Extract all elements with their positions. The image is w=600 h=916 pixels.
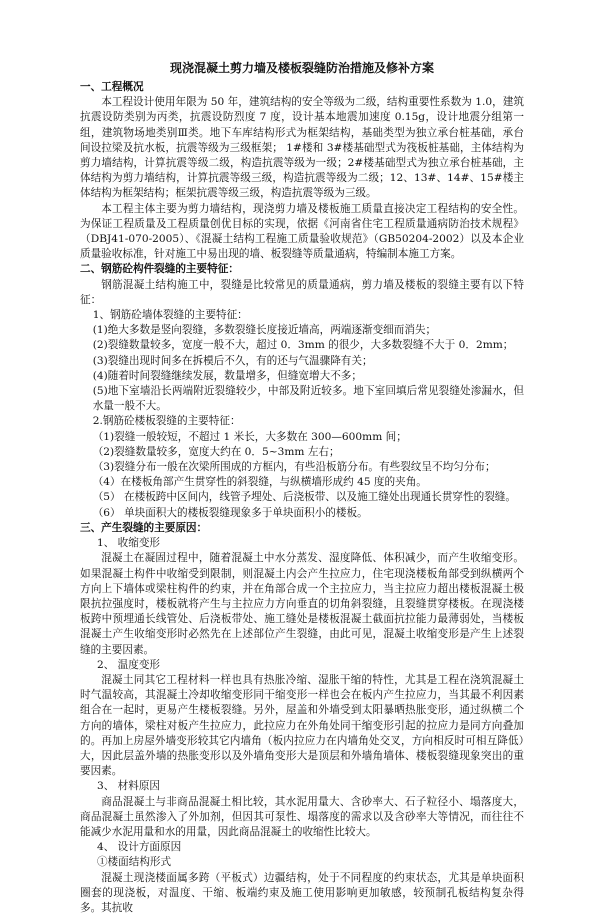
subsection-label: 2、 温度变形 — [96, 658, 161, 671]
list-item: （3)裂缝分布一般在次梁所围成的方框内，有些沿板筋分布。有些裂纹呈不均匀分布； — [92, 461, 496, 474]
section-heading: 三、产生裂缝的主要原因： — [80, 521, 208, 534]
subsection-label: 4、 设计方面原因 — [96, 841, 182, 854]
paragraph: 本工程主体主要为剪力墙结构，现浇剪力墙及楼板施工质量直接决定工程结构的安全性。为保证工程质量及工程质量创优目标的实现，依据《河南省住宅工程质量通病防治技术规程》（DBJ41-070-2005）、《混凝土结构工程施工质量验收规范》（GB50204-2002）以及本企业质量验收标准，针对施工中易出现的墙、板裂缝等质量通病，特编制本施工方案。 — [80, 202, 524, 261]
document-title: 现浇混凝土剪力墙及楼板裂缝防治措施及修补方案 — [169, 61, 434, 75]
list-item: (3)裂缝出现时间多在拆模后不久，有的还与气温骤降有关； — [92, 354, 373, 367]
paragraph: 钢筋混凝土结构施工中，裂缝是比较常见的质量通病，剪力墙及楼板的裂缝主要有以下特征： — [80, 278, 524, 306]
subsection-label: 1、 收缩变形 — [96, 537, 161, 550]
paragraph: 本工程设计使用年限为 50 年，建筑结构的安全等级为二级，结构重要性系数为 1.0，建筑抗震设防类别为丙类，抗震设防烈度 7 度，设计基本地震加速度 0.15g，设计地震分组第一组，建筑物场地类别Ⅲ类。地下车库结构形式为框架结构，基础类型为独立承台桩基础，承台间设拉梁及抗水板，抗震等级为三级框架； 1#楼和 3#楼基础型式为筏板桩基础，主体结构为剪力墙结构，计算抗震等级二级，构造抗震等级为一级；2#楼基础型式为独立承台桩基础，主体结构为剪力墙结构，计算抗震等级三级，构造抗震等级为二级；12、13#、14#、15#楼主体结构为框架结构；框架抗震等级三级，构造抗震等级为三级。 — [80, 96, 524, 200]
list-item: （4）在楼板角部产生贯穿性的斜裂缝，与纵横墙形成约 45 度的夹角。 — [92, 476, 427, 489]
list-item: (2)裂缝数量较多，宽度一般不大，超过 0．3mm 的很少，大多数裂缝不大于 0．2mm； — [92, 339, 514, 352]
group-label: 2.钢筋砼楼板裂缝的主要特征： — [92, 415, 241, 428]
subsection-sublabel: ①楼面结构形式 — [96, 856, 172, 869]
paragraph: 混凝土在凝固过程中，随着混凝土中水分蒸发、湿度降低、体积减少，而产生收缩变形。如果混凝土构件中收缩受到限制，则混凝土内会产生拉应力，住宅现浇楼板角部受到纵横两个方向上下墙体或梁柱构件的约束，并在角部合成一个主拉应力，当主拉应力超出楼板混凝土极限抗拉强度时，楼板就将产生与主拉应力方向垂直的切角斜裂缝，且裂缝贯穿楼板。在现浇楼板跨中预埋通长线管处、后浇板带处、施工缝处是楼板混凝土截面抗拉能力最薄弱处，当楼板混凝土产生收缩变形时必然先在上述部位产生裂缝，由此可见，混凝土收缩变形是产生上述裂缝的主要因素。 — [80, 552, 524, 656]
paragraph: 商品混凝土与非商品混凝土相比较，其水泥用量大、含砂率大、石子粒径小、塌落度大，商品混凝土虽然渗入了外加剂，但因其可泵性、塌落度的需求以及含砂率大等情况，而往往不能减少水泥用量和水的用量，因此商品混凝土的收缩性比较大。 — [80, 795, 524, 838]
list-item: (1)绝大多数是竖向裂缝，多数裂缝长度接近墙高，两端逐渐变细而消失； — [92, 324, 437, 337]
paragraph: 混凝土同其它工程材料一样也具有热胀冷缩、湿胀干缩的特性，尤其是工程在浇筑混凝土时气温较高，其混凝土冷却收缩变形同干缩变形一样也会在板内产生拉应力，当其最不利因素组合在一起时，更易产生楼板裂缝。另外，屋盖和外墙受到太阳暴晒热胀变形，通过纵横二个方向的墙体，梁柱对板产生拉应力，此拉应力在外角处同干缩变形引起的拉应力是同方向叠加的。再加上房屋外墙变形较其它内墙角（板内拉应力在内墙角处交叉，方向相反时可相互降低）大，因此层盖外墙的热胀变形以及外墙角变形大是顶层和外墙角墙体、楼板裂缝现象突出的重要因素。 — [80, 673, 524, 778]
section-heading: 二、钢筋砼构件裂缝的主要特征： — [80, 263, 239, 276]
list-item: （2)裂缝数量较多，宽度大约在 0．5~3mm 左右； — [92, 445, 340, 458]
list-item: (4)随着时间裂缝继续发展，数量增多，但缝宽增大不多； — [92, 369, 362, 382]
section-heading: 一、工程概况 — [80, 81, 144, 93]
list-item: （1)裂缝一般较短，不超过 1 米长，大多数在 300—600mm 间； — [92, 430, 407, 443]
subsection-label: 3、 材料原因 — [96, 780, 161, 793]
list-item: （6） 单块面积大的楼板裂缝现象多于单块面积小的楼板。 — [92, 506, 368, 519]
list-item: （5） 在楼板跨中区间内，线管予埋处、后浇板带、以及施工缝处出现通长贯穿性的裂缝。 — [92, 491, 516, 504]
list-item: (5)地下室墙沿长两端附近裂缝较少，中部及附近较多。地下室回填后常见裂缝处渗漏水，但水量一般不大。 — [92, 385, 524, 413]
group-label: 1、钢筋砼墙体裂缝的主要特征： — [92, 309, 248, 322]
paragraph: 混凝土现浇楼面属多跨（平板式）边疆结构，处于不同程度的约束状态，尤其是单块面积圈套的现浇板，对温度、干缩、板端约束及施工使用影响更加敏感，较预制孔板结构复杂得多。其抗收 — [80, 871, 524, 914]
